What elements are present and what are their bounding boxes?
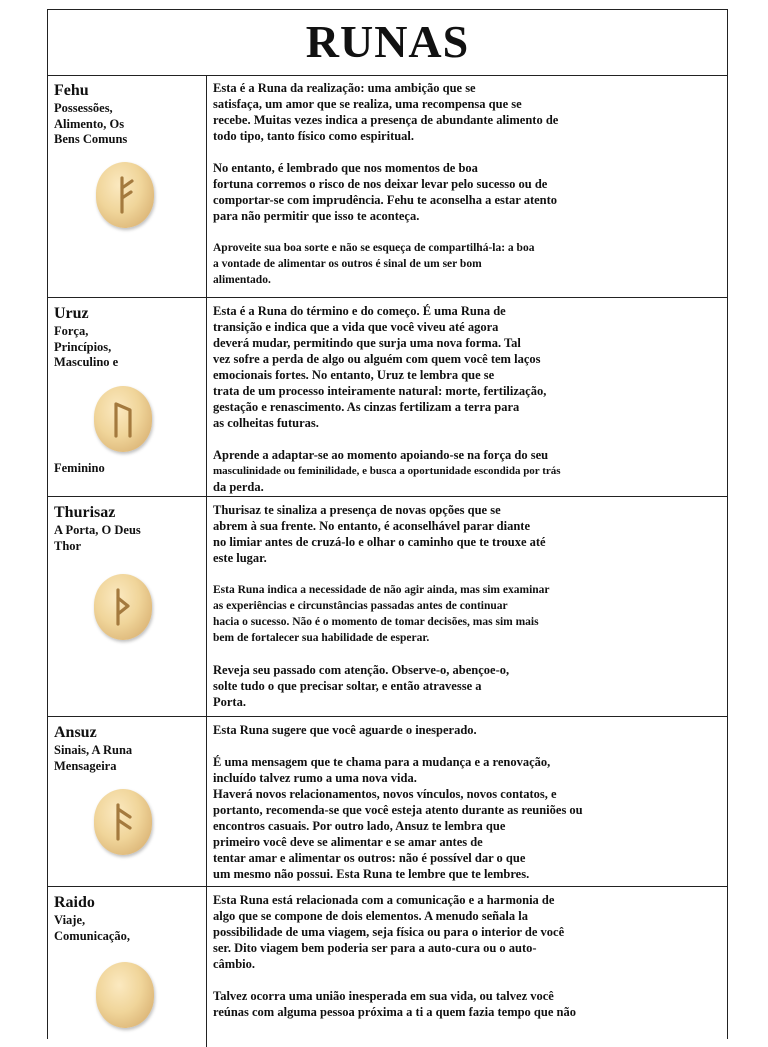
rune-meaning-extra: Feminino [54, 461, 105, 475]
rune-description [207, 887, 727, 1047]
rune-row-fehu [48, 75, 727, 298]
rune-label-cell [48, 75, 207, 297]
description-paragraph: Aprende a adaptar-se ao momento apoiando-se na força do seu [213, 448, 549, 462]
rune-meaning: Possessões, Alimento, Os Bens Comuns [54, 101, 128, 146]
title-row [48, 10, 727, 76]
rune-label-cell [48, 717, 207, 886]
description-paragraph: Esta é a Runa da realização: uma ambição que se satisfaça, um amor que se realiza, uma recompensa que se recebe. Muitas vezes indica a presença de abundante alimento de todo tipo, tanto físico como espiritual. [213, 81, 559, 143]
description-paragraph: Reveja seu passado com atenção. Observe-o, abençoe-o, solte tudo o que precisar soltar, e então atravesse a Porta. [213, 663, 510, 709]
description-paragraph: Esta Runa sugere que você aguarde o inesperado. [213, 723, 477, 737]
description-paragraph: Esta é a Runa do término e do começo. É uma Runa de transição e indica que a vida que você viveu até agora deverá mudar, permitindo que surja uma nova forma. Tal vez sofre a perda de algo ou alguém com quem você tem laços emocionais fortes. No entanto, Uruz te lembra que se trata de um processo inteiramente natural: morte, fertilização, gestação e renascimento. As cinzas fertilizam a terra para as colheitas futuras. [213, 304, 547, 430]
rune-fehu-stone-icon [96, 162, 154, 228]
rune-uruz-stone-icon [94, 386, 152, 452]
description-paragraph: Aproveite sua boa sorte e não se esqueça de compartilhá-la: a boa a vontade de alimentar os outros é sinal de um ser bom alimentado. [213, 242, 535, 286]
description-paragraph: No entanto, é lembrado que nos momentos de boa fortuna corremos o risco de nos deixar levar pelo sucesso ou de comportar-se com imprudência. Fehu te aconselha a estar atento para não permitir que isso te aconteça. [213, 161, 558, 223]
rune-meaning: Viaje, Comunicação, [54, 913, 131, 943]
rune-row-uruz [48, 298, 727, 497]
rune-description [207, 497, 727, 716]
runes-table [47, 9, 728, 1039]
rune-meaning: A Porta, O Deus Thor [54, 523, 141, 553]
rune-description [207, 717, 727, 886]
description-paragraph: É uma mensagem que te chama para a mudança e a renovação, incluído talvez rumo a uma nova vida. Haverá novos relacionamentos, novos vínculos, novos contatos, e portanto, recomenda-se que você esteja atento durante as reuniões ou encontros casuais. Por outro lado, Ansuz te lembra que primeiro você deve se alimentar e se amar antes de tentar amar e alimentar os outros: não é possível dar o que um mesmo não possui. Esta Runa te lembre que te lembres. [213, 755, 583, 881]
description-paragraph: Talvez ocorra uma união inesperada em sua vida, ou talvez você reúnas com alguma pessoa próxima a ti a quem fazia tempo que não [213, 989, 576, 1019]
rune-ansuz-stone-icon [94, 789, 152, 855]
description-paragraph: Esta Runa indica a necessidade de não agir ainda, mas sim examinar as experiências e circunstâncias passadas antes de continuar hacia o sucesso. Não é o momento de tomar decisões, mas sim mais bem de fortalecer sua habilidade de esperar. [213, 584, 550, 644]
rune-description [207, 298, 727, 496]
rune-raido-stone-icon [96, 962, 154, 1028]
rune-name: Raido [54, 894, 95, 911]
page-title: RUNAS [305, 16, 470, 67]
rune-description [207, 75, 727, 297]
description-paragraph: Thurisaz te sinaliza a presença de novas opções que se abrem à sua frente. No entanto, é aconselhável parar diante no limiar antes de cruzá-lo e olhar o caminho que te trouxe até este lugar. [213, 503, 546, 565]
rune-name: Ansuz [54, 724, 97, 741]
description-paragraph: da perda. [213, 480, 264, 494]
rune-name: Thurisaz [54, 504, 116, 521]
rune-label-cell [48, 887, 207, 1047]
rune-thurisaz-stone-icon [94, 574, 152, 640]
description-paragraph: Esta Runa está relacionada com a comunicação e a harmonia de algo que se compone de dois elementos. A menudo señala la possibilidade de uma viagem, seja física ou para o interior de você ser. Dito viagem bem poderia ser para a auto-cura ou o auto- câmbio. [213, 893, 565, 971]
rune-row-raido [48, 887, 727, 1047]
rune-row-thurisaz [48, 497, 727, 717]
rune-row-ansuz [48, 717, 727, 887]
rune-label-cell [48, 497, 207, 716]
rune-meaning: Força, Princípios, Masculino e [54, 324, 119, 369]
description-paragraph: masculinidade ou feminilidade, e busca a oportunidade escondida por trás [213, 465, 561, 477]
rune-label-cell [48, 298, 207, 496]
rune-meaning: Sinais, A Runa Mensageira [54, 743, 133, 773]
rune-name: Fehu [54, 82, 89, 99]
rune-name: Uruz [54, 305, 89, 322]
